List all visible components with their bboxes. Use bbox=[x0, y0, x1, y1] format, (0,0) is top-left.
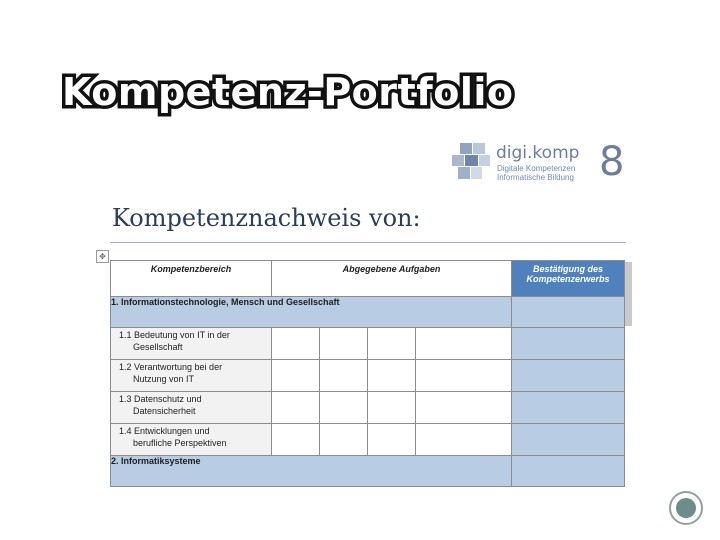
circle-button-core bbox=[676, 498, 696, 518]
section-1-label: 1. Informationstechnologie, Mensch und Gesellschaft bbox=[111, 297, 512, 328]
competence-label-cont: Gesellschaft bbox=[133, 342, 183, 352]
section-row bbox=[111, 456, 625, 487]
task-cell[interactable] bbox=[272, 328, 320, 360]
task-cell[interactable] bbox=[272, 392, 320, 424]
competence-cell bbox=[111, 392, 272, 424]
competence-label-cont: berufliche Perspektiven bbox=[133, 438, 227, 448]
table-header-row bbox=[111, 261, 625, 297]
task-cell[interactable] bbox=[368, 360, 416, 392]
competence-label: 1.3 Datenschutz und bbox=[119, 394, 202, 404]
competence-cell bbox=[111, 328, 272, 360]
header-confirmation-line1: Bestätigung des bbox=[532, 264, 603, 274]
logo-number: 8 bbox=[599, 139, 625, 185]
section-2-label: 2. Informatiksysteme bbox=[111, 456, 512, 487]
competence-label: 1.1 Bedeutung von IT in der bbox=[119, 330, 230, 340]
header-confirmation-line2: Kompetenzerwerbs bbox=[526, 274, 610, 284]
table-row bbox=[111, 424, 625, 456]
confirmation-cell[interactable] bbox=[512, 360, 625, 392]
confirmation-cell[interactable] bbox=[512, 392, 625, 424]
task-cell[interactable] bbox=[368, 392, 416, 424]
section-row bbox=[111, 297, 625, 328]
puzzle-logo-icon bbox=[448, 140, 494, 184]
task-cell[interactable] bbox=[320, 392, 368, 424]
confirmation-cell[interactable] bbox=[512, 456, 625, 487]
slide-subtitle: Kompetenznachweis von: bbox=[112, 204, 421, 232]
header-tasks: Abgegebene Aufgaben bbox=[272, 261, 512, 297]
confirmation-cell[interactable] bbox=[512, 424, 625, 456]
header-competence-area: Kompetenzbereich bbox=[111, 261, 272, 297]
task-cell[interactable] bbox=[320, 328, 368, 360]
circle-button-icon[interactable] bbox=[669, 491, 703, 525]
table-shadow bbox=[625, 262, 632, 326]
logo-tagline-1: Digitale Kompetenzen bbox=[497, 164, 576, 173]
logo-brand: digi.komp bbox=[496, 143, 580, 163]
table-row bbox=[111, 360, 625, 392]
task-cell[interactable] bbox=[368, 424, 416, 456]
competence-label-cont: Nutzung von IT bbox=[133, 374, 195, 384]
header-confirmation bbox=[512, 261, 625, 297]
logo-tagline-2: Informatische Bildung bbox=[497, 173, 574, 182]
task-cell[interactable] bbox=[272, 360, 320, 392]
competence-table bbox=[110, 260, 625, 487]
confirmation-cell[interactable] bbox=[512, 297, 625, 328]
competence-cell bbox=[111, 424, 272, 456]
task-cell[interactable] bbox=[368, 328, 416, 360]
table-row bbox=[111, 328, 625, 360]
slide-title: Kompetenz-Portfolio bbox=[62, 70, 514, 114]
competence-label-cont: Datensicherheit bbox=[133, 406, 196, 416]
competence-cell bbox=[111, 360, 272, 392]
task-cell[interactable] bbox=[416, 360, 512, 392]
task-cell[interactable] bbox=[416, 392, 512, 424]
competence-label: 1.4 Entwicklungen und bbox=[119, 426, 210, 436]
competence-label: 1.2 Verantwortung bei der bbox=[119, 362, 223, 372]
task-cell[interactable] bbox=[416, 328, 512, 360]
confirmation-cell[interactable] bbox=[512, 328, 625, 360]
digikomp-logo bbox=[448, 140, 628, 186]
task-cell[interactable] bbox=[416, 424, 512, 456]
task-cell[interactable] bbox=[272, 424, 320, 456]
table-row bbox=[111, 392, 625, 424]
task-cell[interactable] bbox=[320, 360, 368, 392]
task-cell[interactable] bbox=[320, 424, 368, 456]
move-handle-icon[interactable]: ✥ bbox=[96, 250, 109, 263]
subtitle-divider bbox=[110, 242, 626, 243]
